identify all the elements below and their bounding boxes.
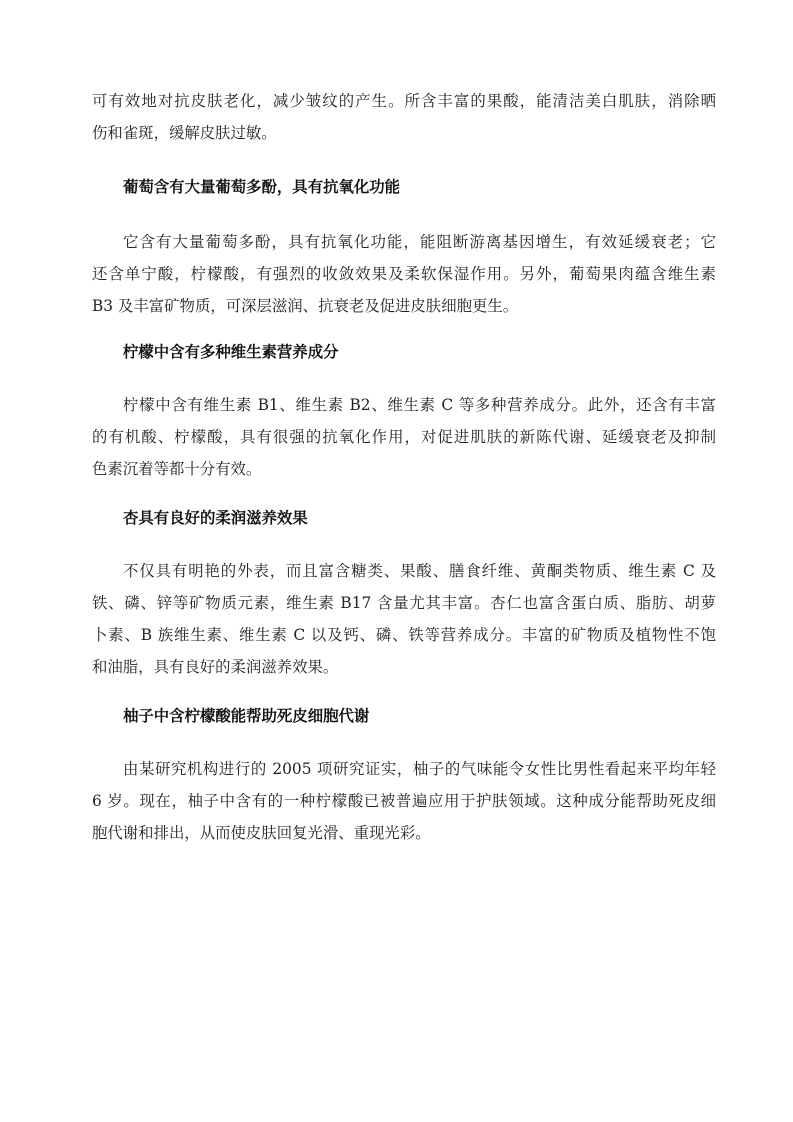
heading-lemon: 柠檬中含有多种维生素营养成分 [123, 343, 339, 361]
text-line: 由某研究机构进行的 2005 项研究证实，柚子的气味能令女性比男性看起来平均年轻 [123, 760, 716, 778]
text-line: 和油脂，具有良好的柔润滋养效果。 [92, 658, 339, 676]
text-line: 铁、磷、锌等矿物质元素，维生素 B17 含量尤其丰富。杏仁也富含蛋白质、脂肪、胡萝 [92, 594, 716, 612]
paragraph-lemon [92, 389, 716, 485]
text-line: 它含有大量葡萄多酚，具有抗氧化功能，能阻断游离基因增生，有效延缓衰老；它 [123, 233, 716, 251]
heading-pomelo: 柚子中含柠檬酸能帮助死皮细胞代谢 [123, 707, 370, 725]
text-line: 可有效地对抗皮肤老化，减少皱纹的产生。所含丰富的果酸，能清洁美白肌肤，消除晒 [92, 92, 716, 110]
text-line: 6 岁。现在，柚子中含有的一种柠檬酸已被普遍应用于护肤领域。这种成分能帮助死皮细 [92, 792, 716, 810]
text-line: 胞代谢和排出，从而使皮肤回复光滑、重现光彩。 [92, 824, 431, 842]
text-line: 伤和雀斑，缓解皮肤过敏。 [92, 124, 277, 142]
paragraph-skin-aging [92, 85, 716, 149]
text-line: 还含单宁酸，柠檬酸，有强烈的收敛效果及柔软保湿作用。另外，葡萄果肉蕴含维生素 [92, 265, 716, 283]
text-line: 卜素、B 族维生素、维生素 C 以及钙、磷、铁等营养成分。丰富的矿物质及植物性不饱 [92, 626, 716, 644]
paragraph-apricot [92, 555, 716, 683]
text-line: 色素沉着等都十分有效。 [92, 460, 262, 478]
paragraph-pomelo [92, 753, 716, 849]
paragraph-grape [92, 226, 716, 322]
heading-grape: 葡萄含有大量葡萄多酚，具有抗氧化功能 [123, 178, 401, 196]
text-line: 柠檬中含有维生素 B1、维生素 B2、维生素 C 等多种营养成分。此外，还含有丰富 [123, 396, 716, 414]
text-line: 不仅具有明艳的外表，而且富含糖类、果酸、膳食纤维、黄酮类物质、维生素 C 及 [123, 562, 716, 580]
heading-apricot: 杏具有良好的柔润滋养效果 [123, 509, 308, 527]
text-line: B3 及丰富矿物质，可深层滋润、抗衰老及促进皮肤细胞更生。 [92, 297, 519, 315]
text-line: 的有机酸、柠檬酸，具有很强的抗氧化作用，对促进肌肤的新陈代谢、延缓衰老及抑制 [92, 428, 716, 446]
